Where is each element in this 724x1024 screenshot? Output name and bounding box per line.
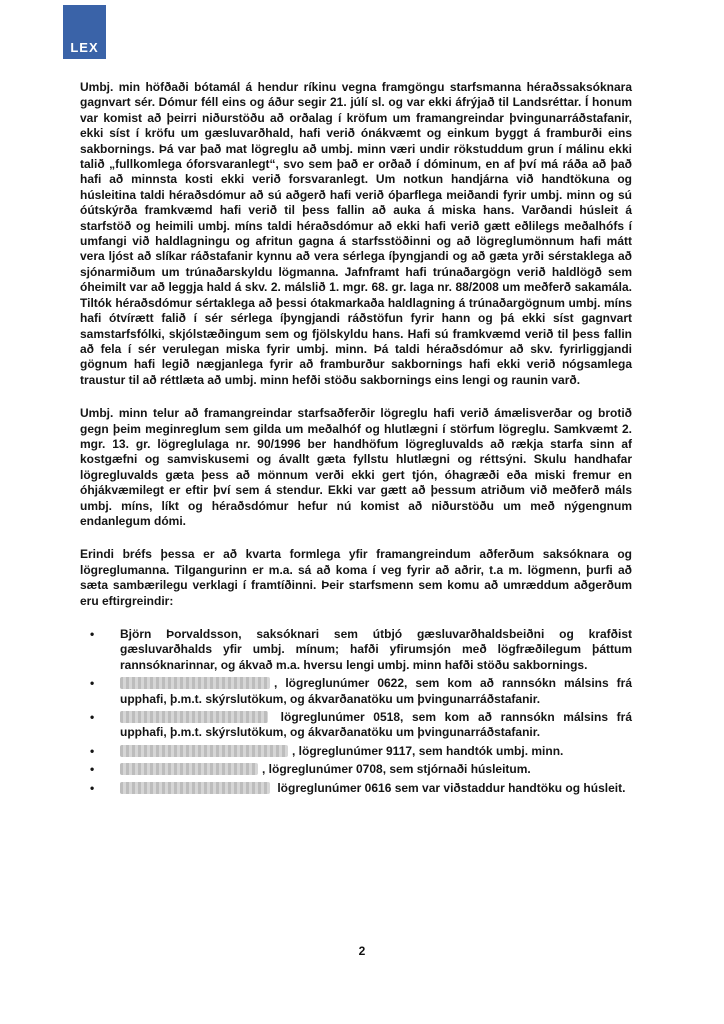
- redacted-name: [120, 782, 270, 794]
- paragraph-police-methods: Umbj. minn telur að framangreindar starfsaðferðir lögreglu hafi verið ámælisverðar og brotið gegn þeim meginreglum sem gilda um meðalhóf og hlutlægni í störfum lögreglu. Samkvæmt 2. mgr. 13. gr. lögreglulaga nr. 90/1996 ber handhöfum lögregluvalds að rækja starfa sinn af kostgæfni og samviskusemi og ávallt gæta fyllstu hlutlægni og réttsýni. Skulu handhafar lögregluvalds gæta þess að mönnum verði ekki gert tjón, óhagræði eða miski fremur en óhjákvæmilegt er eftir því sem á stendur. Ekki var gætt að þessum atriðum við meðferð máls umbj. míns, líkt og héraðsdómur hefur nú komist að niðurstöðu um með nýgengnum endanlegum dómi.: [80, 406, 632, 528]
- list-item: [120, 762, 632, 777]
- list-item-text: lögreglunúmer 0616 sem var viðstaddur handtöku og húsleit.: [274, 780, 626, 795]
- page-number: 2: [358, 944, 366, 958]
- list-item: [120, 710, 632, 741]
- paragraph-complaint-purpose: Erindi bréfs þessa er að kvarta formlega yfir framangreindum aðferðum saksóknara og lögreglumanna. Tilgangurinn er m.a. sá að koma í veg fyrir að aðrir, t.a m. lögmenn, þurfi að sæta sambærilegu verklagi í framtíðinni. Þeir starfsmenn sem komu að umræddum aðgerðum eru eftirgreindir:: [80, 547, 632, 608]
- list-item: [120, 676, 632, 707]
- list-item-text: , lögreglunúmer 9117, sem handtók umbj. minn.: [292, 743, 564, 758]
- letter-body: [80, 80, 632, 799]
- list-item-text: , lögreglunúmer 0708, sem stjórnaði húsleitum.: [262, 762, 531, 777]
- redacted-name: [120, 711, 268, 723]
- list-item-text: , lögreglunúmer 0622, sem kom að rannsókn málsins frá upphafi, þ.m.t. skýrslutökum, og ákvarðanatöku um þvingunarráðstafanir.: [120, 676, 632, 706]
- lex-logo: [63, 5, 106, 59]
- redacted-name: [120, 677, 270, 689]
- list-item-text: lögreglunúmer 0518, sem kom að rannsókn málsins frá upphafi, þ.m.t. skýrslutökum, og ákvarðanatöku um þvingunarráðstafanir.: [120, 710, 632, 740]
- list-item: [120, 781, 632, 796]
- logo-text: LEX: [70, 40, 99, 55]
- redacted-name: [120, 763, 258, 775]
- list-item: [120, 744, 632, 759]
- redacted-name: [120, 745, 288, 757]
- paragraph-court-ruling: Umbj. min höfðaði bótamál á hendur ríkinu vegna framgöngu starfsmanna héraðssaksóknara gagnvart sér. Dómur féll eins og áður segir 21. júlí sl. og var ekki áfrýjað til Landsréttar. Í honum var komist að þeirri niðurstöðu að orðalag í kröfum um framangreindar þvingunarráðstafanir, ekki síst í kröfu um gæsluvarðhald, hafi verið ónákvæmt og einkum byggt á framburði eins sakbornings. Þá var það mat lögreglu að umbj. minn væri undir rökstuddum grun í málinu ekki talið „fullkomlega óforsvaranlegt“, svo sem það er orðað í dóminum, en af því má ráða að það hafi að minnsta kosti ekki verið forsvaranlegt. Um notkun handjárna við handtökuna og húsleitina taldi héraðsdómur að sú aðgerð hafi verið óþarflega meiðandi fyrir umbj. minn og sú óútskýrða framkvæmd hafi verið til þess fallin að auka á miska hans. Varðandi húsleit á starfstöð og heimili umbj. míns taldi héraðsdómur að ekki hafi verið gætt eðlilegs meðalhófs í umfangi við haldlagningu og afritun gagna á starfsstöðinni og að lögreglumönnum hafi mátt vera ljóst að slíkar ráðstafanir kynnu að vera sérlega íþyngjandi og að gæta yrði sérstaklega að sjónarmiðum um trúnaðarskyldu lögmanna. Jafnframt hafi trúnaðargögn verið haldlögð sem óheimilt var að leggja hald á skv. 2. málslið 1. mgr. 68. gr. laga nr. 88/2008 um meðferð sakamála. Tiltók héraðsdómur sértaklega að þessi ótakmarkaða haldlagning á trúnaðargögnum umbj. míns hafi ótvírætt falið í sér sérlega íþyngjandi ráðstöfun fyrir hann og þá ekki síst gagnvart samstarfsfólki, skjólstæðingum sem og fjölskyldu hans. Hafi sú framkvæmd verið til þess fallin að fela í sér verulegan miska fyrir umbj. minn. Þá taldi héraðsdómur að skv. fyrirliggjandi gögnum hafi legið nægjanlega fyrir að framburður sakbornings hafi ekki verið nógsamlega traustur til að réttlæta að umbj. minn hefði stöðu sakbornings eins lengi og raunin varð.: [80, 80, 632, 387]
- list-item: [120, 627, 632, 673]
- staff-list: [80, 627, 632, 796]
- list-item-text: Björn Þorvaldsson, saksóknari sem útbjó gæsluvarðhaldsbeiðni og krafðist gæsluvarðhalds yfir umbj. mínum; hafði yfirumsjón með lögfræðilegum þáttum rannsóknarinnar, og ákvað m.a. hversu lengi umbj. minn hafði stöðu sakbornings.: [120, 627, 632, 672]
